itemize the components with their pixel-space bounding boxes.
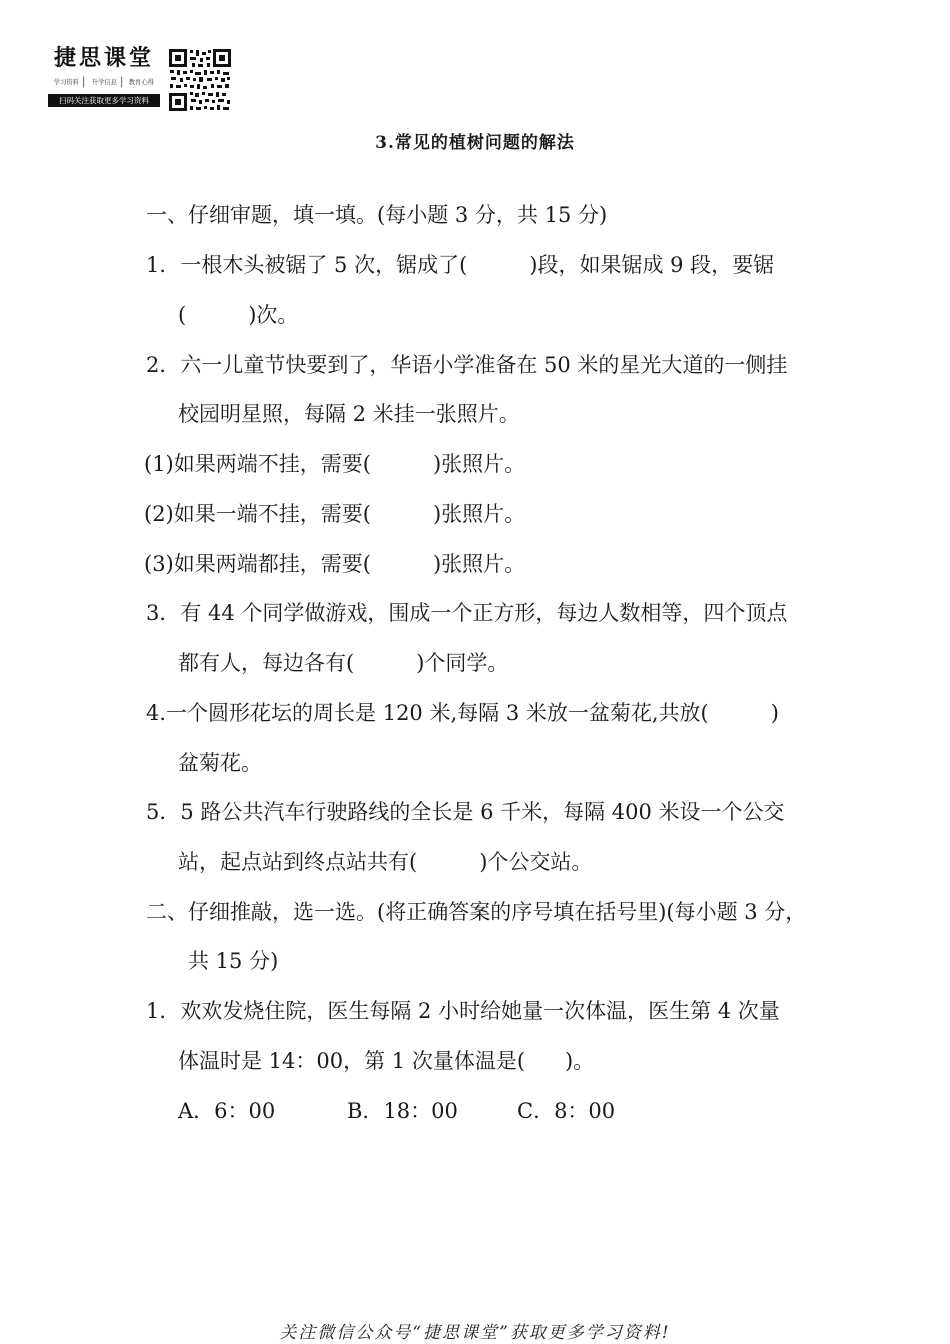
question-line	[178, 648, 508, 678]
qr-code-icon	[168, 48, 232, 112]
sub-question-line	[144, 499, 525, 529]
question-line: 盆菊花。	[178, 751, 262, 775]
question-text: )次。	[248, 303, 299, 327]
question-line: 5．5 路公共汽车行驶路线的全长是 6 千米，每隔 400 米设一个公交	[146, 800, 785, 824]
question-line	[178, 847, 592, 877]
question-text: )张照片。	[432, 452, 526, 476]
section-heading: 二、仔细推敲，选一选。(将正确答案的序号填在括号里)(每小题 3 分，	[146, 900, 807, 924]
question-line: 校园明星照，每隔 2 米挂一张照片。	[178, 402, 520, 426]
question-text: )个公交站。	[479, 850, 593, 874]
section-heading: 一、仔细审题，填一填。(每小题 3 分，共 15 分)	[146, 203, 608, 227]
question-text: )	[770, 701, 779, 725]
footer-note: 关注微信公众号“捷思课堂”获取更多学习资料!	[279, 1323, 671, 1343]
logo-tags	[48, 76, 160, 88]
question-line: 2．六一儿童节快要到了，华语小学准备在 50 米的星光大道的一侧挂	[146, 353, 788, 377]
question-text: 站，起点站到终点站共有(	[178, 850, 418, 874]
sub-question-line	[144, 449, 525, 479]
question-line: 1．欢欢发烧住院，医生每隔 2 小时给她量一次体温，医生第 4 次量	[146, 999, 780, 1023]
answer-option-b[interactable]: B．18：00	[347, 1099, 458, 1123]
question-line	[146, 250, 774, 280]
question-text: 1．一根木头被锯了 5 次，锯成了(	[146, 253, 468, 277]
brand-logo	[48, 44, 160, 107]
question-line: 3．有 44 个同学做游戏，围成一个正方形，每边人数相等，四个顶点	[146, 601, 788, 625]
question-text: )张照片。	[432, 552, 526, 576]
section-heading: 共 15 分)	[188, 949, 279, 973]
question-text: 都有人，每边各有(	[178, 651, 355, 675]
question-line	[178, 1046, 594, 1076]
question-text: (1)如果两端不挂，需要(	[144, 452, 371, 476]
question-text: (	[178, 303, 187, 327]
question-text: 4.一个圆形花坛的周长是 120 米,每隔 3 米放一盆菊花,共放(	[146, 701, 709, 725]
sub-question-line	[144, 549, 525, 579]
logo-banner: 扫码关注获取更多学习资料	[48, 94, 160, 107]
question-text: )张照片。	[432, 502, 526, 526]
question-line	[178, 300, 298, 330]
logo-tag: 升学信息	[88, 77, 122, 88]
answer-option-a[interactable]: A．6：00	[178, 1099, 276, 1123]
question-text: (3)如果两端都挂，需要(	[144, 552, 371, 576]
question-text: (2)如果一端不挂，需要(	[144, 502, 371, 526]
logo-tag: 教育心得	[129, 78, 155, 86]
page-title: 3.常见的植树问题的解法	[375, 133, 575, 153]
logo-title: 捷思课堂	[53, 45, 154, 71]
question-text: )。	[565, 1049, 595, 1073]
question-text: )个同学。	[416, 651, 509, 675]
answer-option-c[interactable]: C．8：00	[517, 1099, 616, 1123]
question-text: 体温时是 14：00，第 1 次量体温是(	[178, 1049, 526, 1073]
question-line	[146, 698, 779, 728]
question-text: )段，如果锯成 9 段，要锯	[529, 253, 775, 277]
logo-tag: 学习资料	[50, 77, 84, 88]
